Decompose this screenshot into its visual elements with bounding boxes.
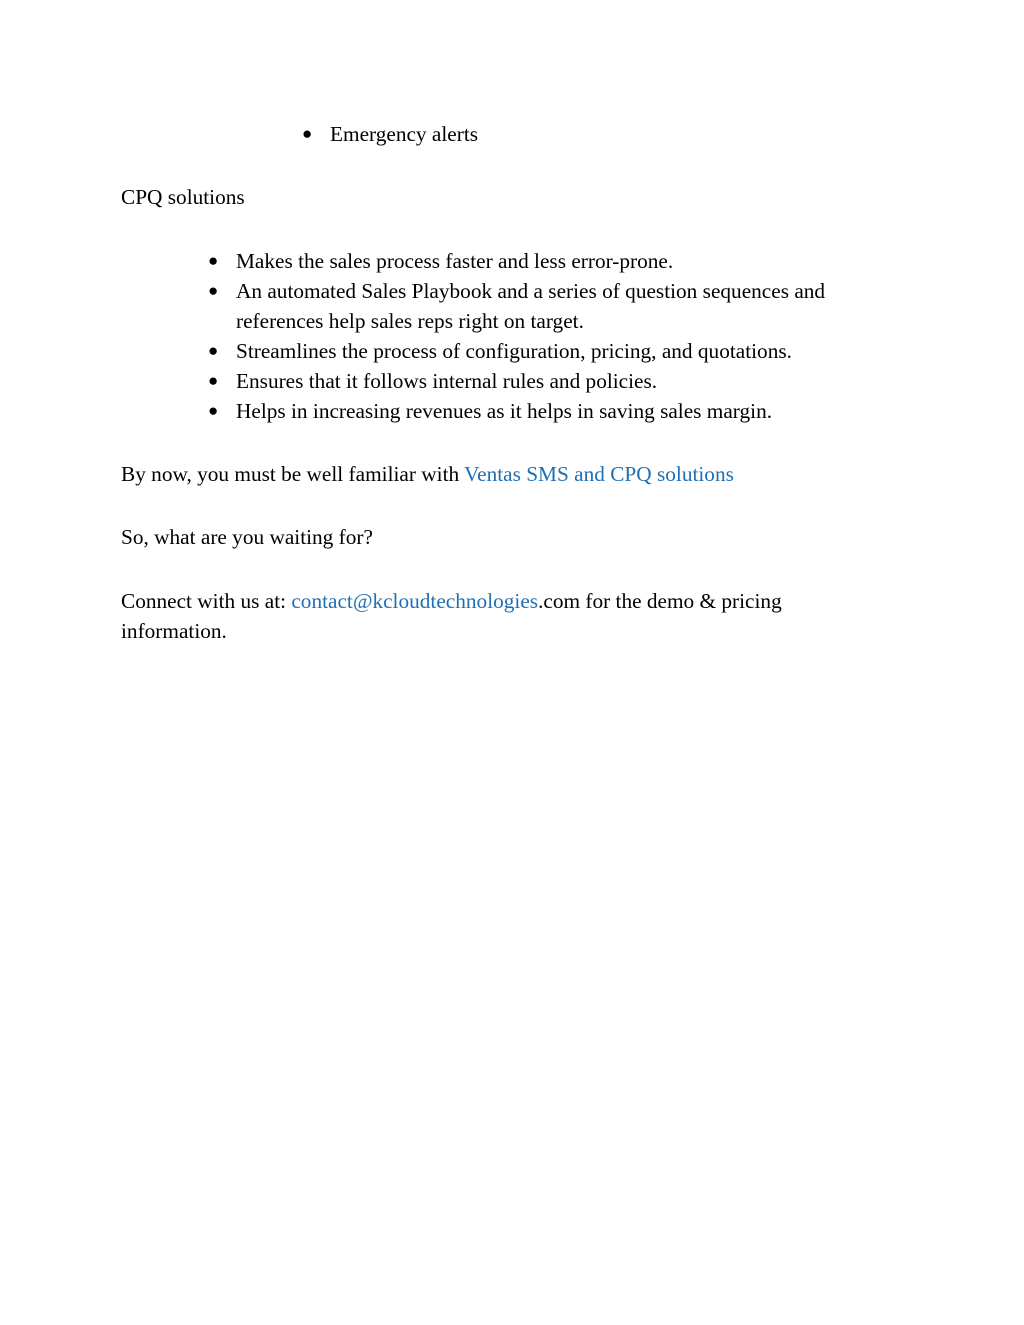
waiting-paragraph: So, what are you waiting for? (121, 525, 373, 549)
feature-list-top (302, 119, 902, 149)
bullet-icon: ● (208, 401, 219, 420)
familiar-paragraph (121, 459, 734, 489)
list-item (302, 119, 902, 149)
connect-text-before: Connect with us at: (121, 589, 292, 613)
ventas-solutions-link[interactable]: Ventas SMS and CPQ solutions (464, 462, 734, 486)
list-item (208, 276, 878, 336)
bullet-icon: ● (208, 251, 219, 270)
bullet-icon: ● (302, 124, 313, 143)
list-item-text: Helps in increasing revenues as it helps in saving sales margin. (236, 399, 773, 423)
list-item-text: Streamlines the process of configuration, pricing, and quotations. (236, 339, 792, 363)
bullet-icon: ● (208, 371, 219, 390)
list-item-text: An automated Sales Playbook and a series of question sequences and references help sales reps right on target. (236, 279, 826, 333)
cpq-benefits-list (208, 246, 878, 426)
list-item (208, 336, 878, 366)
bullet-icon: ● (208, 341, 219, 360)
connect-text-after: .com for the demo & pricing information. (121, 589, 782, 643)
connect-paragraph (121, 586, 861, 646)
contact-email-link[interactable]: contact@kcloudtechnologies (291, 589, 539, 613)
list-item (208, 366, 878, 396)
familiar-text: By now, you must be well familiar with (121, 462, 465, 486)
bullet-icon: ● (208, 281, 219, 300)
list-item (208, 396, 878, 426)
list-item-text: Emergency alerts (330, 122, 479, 146)
section-heading-cpq: CPQ solutions (121, 185, 245, 209)
list-item (208, 246, 878, 276)
list-item-text: Ensures that it follows internal rules and policies. (236, 369, 658, 393)
list-item-text: Makes the sales process faster and less error-prone. (236, 249, 674, 273)
